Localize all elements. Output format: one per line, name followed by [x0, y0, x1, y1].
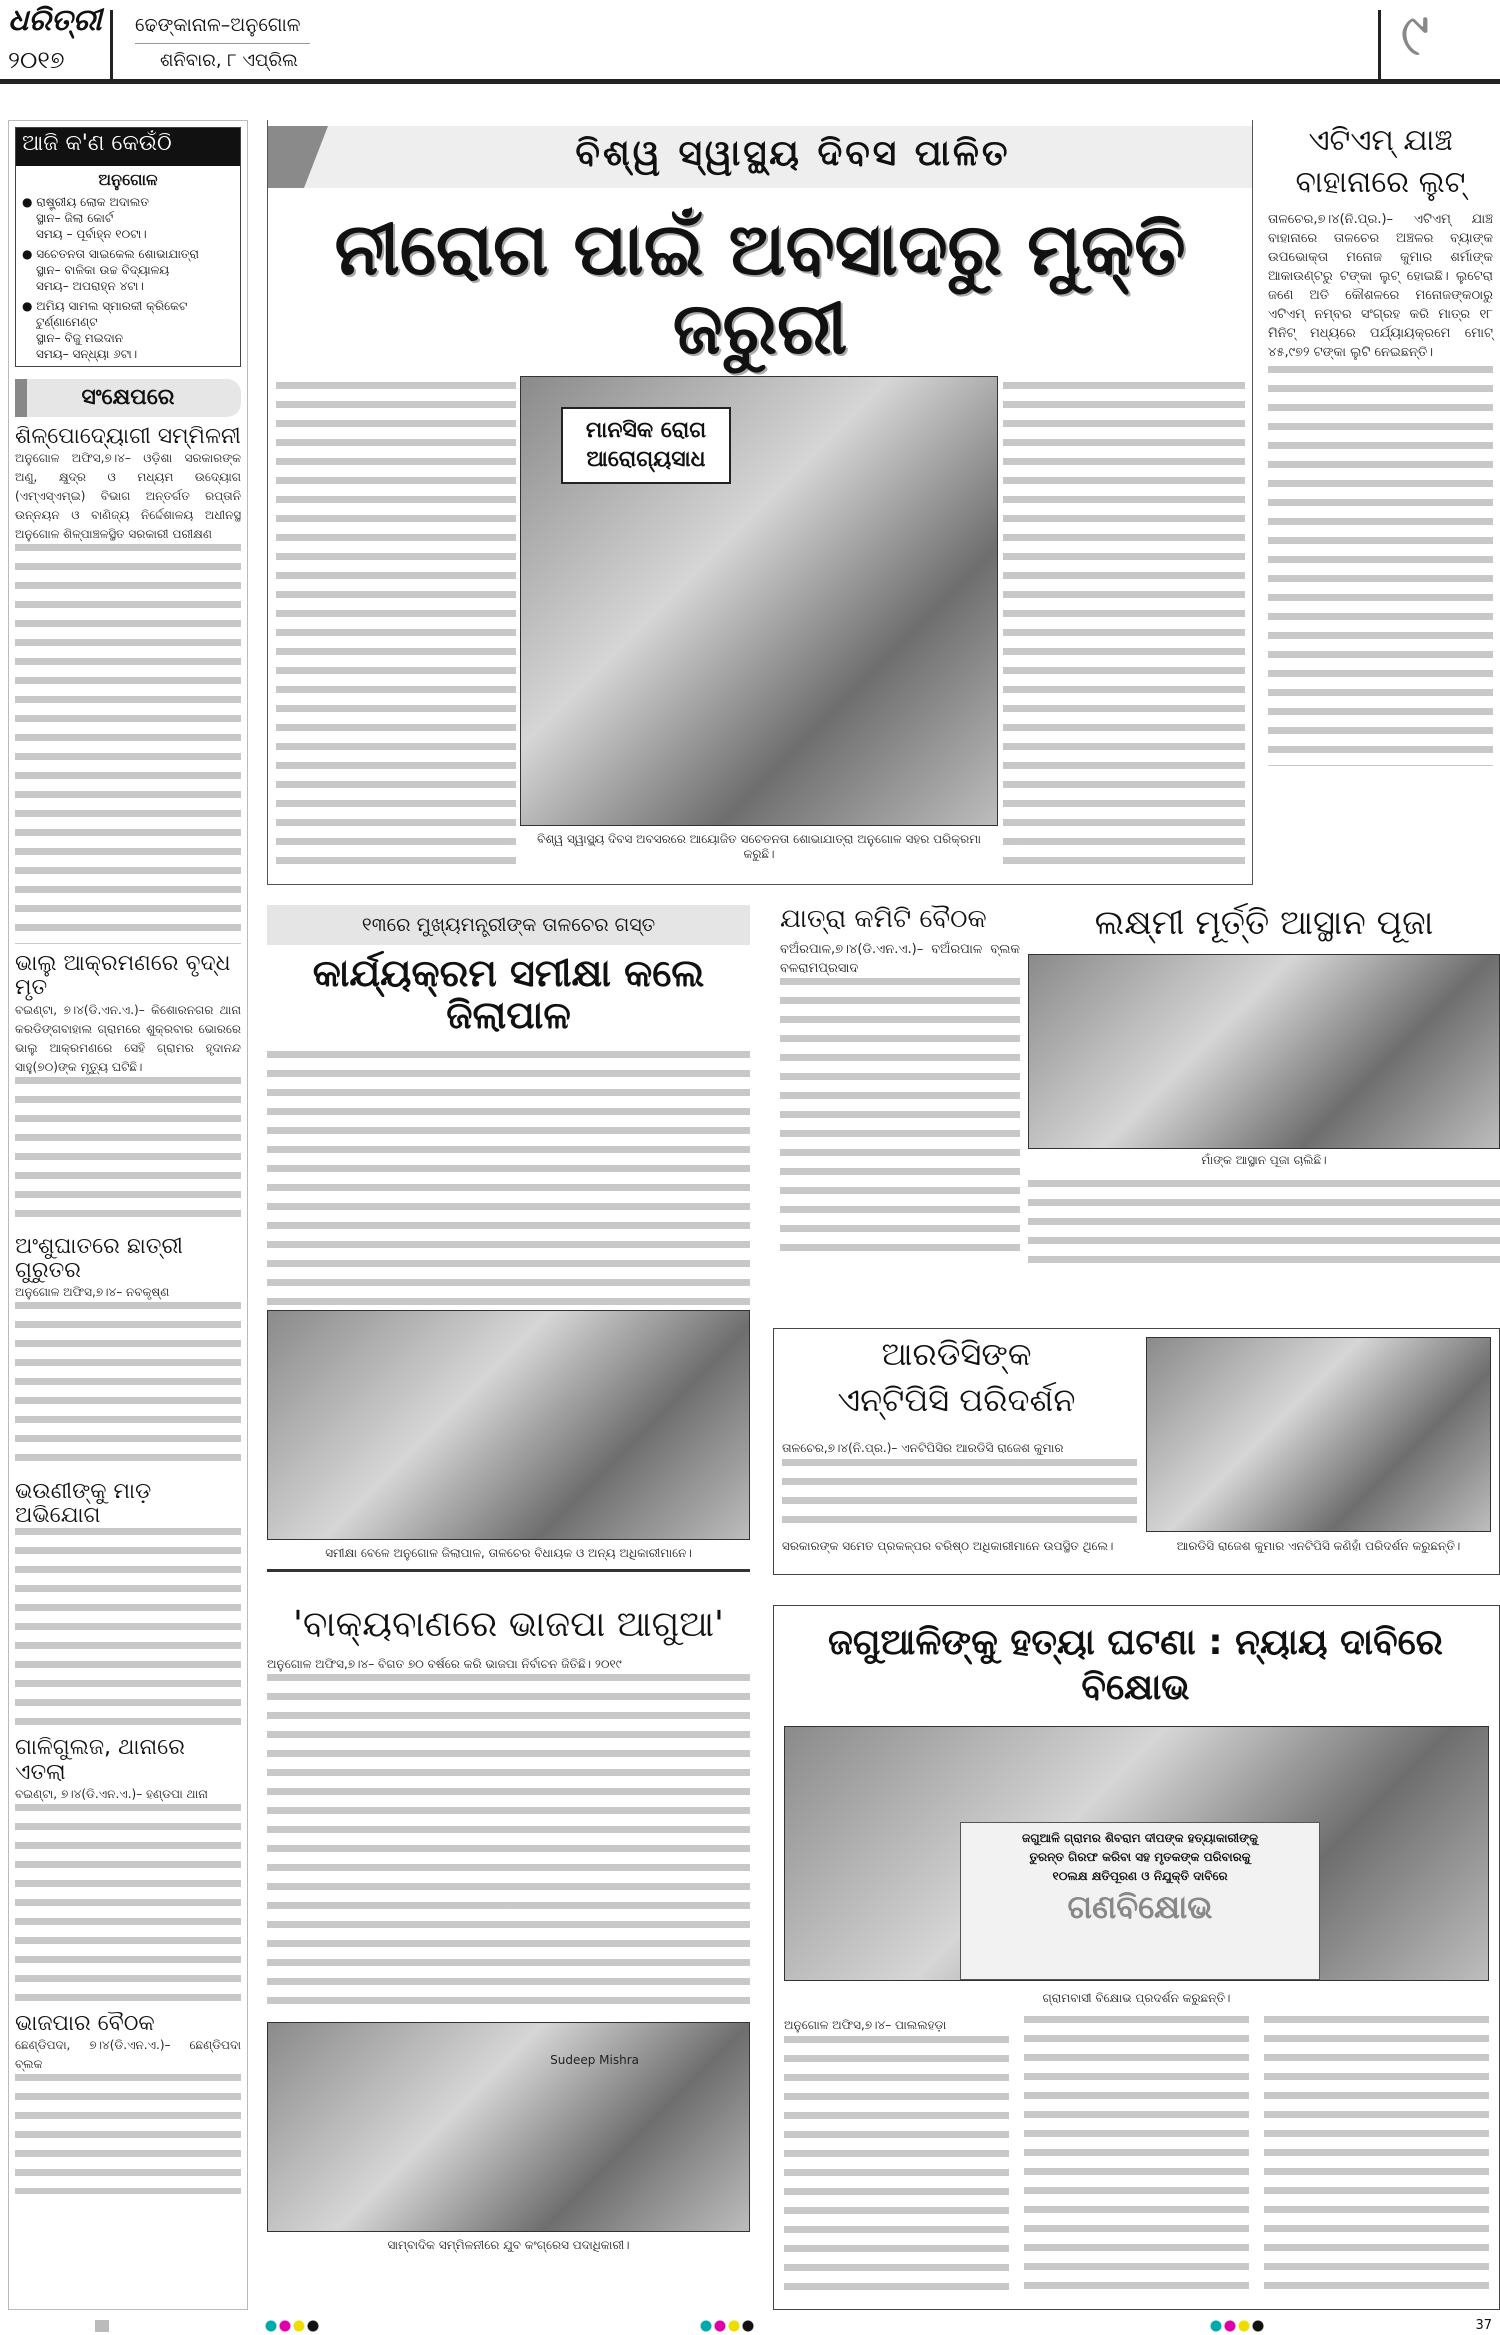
protest-text: ଅନୁଗୋଳ ଅଫିସ,୭।୪– ପାଲଲହଡ଼ା — [784, 2018, 947, 2032]
brief-text-more — [15, 1302, 241, 1472]
protest-banner — [960, 1822, 1320, 1980]
lakshmi-text — [1028, 1180, 1500, 1275]
banner-big: ଗଣବିକ୍ଷୋଭ — [1067, 1888, 1213, 1926]
lead-story — [267, 120, 1253, 885]
brief-headline: ଅଂଶୁଘାତରେ ଛାତ୍ରୀ ଗୁରୁତର — [15, 1233, 183, 1283]
rdc-photo — [1146, 1337, 1491, 1532]
edition-name: ଢେଙ୍କାନାଳ–ଅନୁଗୋଳ — [135, 14, 301, 36]
protest-photo — [784, 1726, 1489, 1981]
masthead-rule — [0, 79, 1500, 84]
event-item — [22, 194, 234, 242]
atm-text: ତାଳଚେର,୭।୪(ନି.ପ୍ର.)– ଏଟିଏମ୍ ଯାଞ୍ଚ ବାହାନାରେ ତାଳଚେର ଅଞ୍ଚଳର ବ୍ୟାଙ୍କ ଉପଭୋକ୍ତା ମନୋଜ କୁମାର ଶର୍ମାଙ୍କ ଆକାଉଣ୍ଟରୁ ଟଙ୍କା ଲୁଟ୍ ହୋଇଛି। ଲୁଟେରା ଜଣେ ଅତି କୌଶଳରେ ମନୋଜଙ୍କଠାରୁ ଏଟିଏମ୍ ନମ୍ବର ସଂଗ୍ରହ କରି ମାତ୍ର ୧୮ ମିନିଟ୍ ମଧ୍ୟରେ ପର୍ଯ୍ୟାୟକ୍ରମେ ମୋଟ୍ ୪୫,୯୭୨ ଟଙ୍କା ଲୁଟି ନେଇଛନ୍ତି। — [1268, 212, 1493, 360]
rdc-story — [773, 1328, 1500, 1575]
banner-line-3: ୧୦ଲକ୍ଷ କ୍ଷତିପୂରଣ ଓ ନିଯୁକ୍ତି ଦାବିରେ — [1052, 1869, 1228, 1883]
folio: 37 — [1475, 2318, 1492, 2333]
collector-story — [267, 905, 750, 1565]
footer-registration — [0, 2318, 1500, 2335]
brief-item — [15, 425, 241, 944]
masthead-year: ୨୦୧୭ — [8, 46, 65, 74]
brief-headline: ଗାଳିଗୁଲଜ, ଥାନାରେ ଏତଲା — [15, 1735, 185, 1785]
collector-headline: କାର୍ଯ୍ୟକ୍ରମ ସମୀକ୍ଷା କଲେ ଜିଲାପାଳ — [312, 951, 705, 1037]
bjp-text-more — [267, 1674, 750, 2014]
events-place: ଅନୁଗୋଳ — [98, 170, 158, 189]
protest-story — [773, 1605, 1500, 2310]
masthead — [0, 0, 1500, 84]
banner-line-2: ତୁରନ୍ତ ଗିରଫ କରିବା ସହ ମୃତକଙ୍କ ପରିବାରକୁ — [1029, 1850, 1251, 1864]
masthead-logo: ଧରିତ୍ରୀ — [8, 3, 102, 38]
date-divider — [135, 43, 310, 44]
protest-text-col-3 — [1264, 2016, 1489, 2301]
event-venue: ସ୍ଥାନ– ବିଜୁ ମଇଦାନ — [36, 331, 123, 345]
event-venue: ସ୍ଥାନ– ବାଳିକା ଉଚ୍ଚ ବିଦ୍ୟାଳୟ — [36, 263, 170, 277]
brief-text-more — [15, 1804, 241, 2004]
event-time: ସମୟ – ପୂର୍ବାହ୍ନ ୧୦ଟା। — [36, 227, 147, 241]
event-name: ● ରାଷ୍ଟ୍ରୀୟ ଲୋକ ଅଦାଲତ — [22, 195, 149, 209]
atm-headline: ଏଟିଏମ୍ ଯାଞ୍ଚ ବାହାନାରେ ଲୁଟ୍ — [1295, 123, 1466, 200]
kicker-accent — [268, 126, 328, 188]
jatra-headline: ଯାତ୍ରା କମିଟି ବୈଠକ — [780, 904, 987, 934]
rdc-text-end: ସରକାରଙ୍କ ସମେତ ପ୍ରକଳ୍ପର ବରିଷ୍ଠ ଅଧିକାରୀମାନେ ଉପସ୍ଥିତ ଥିଲେ। — [782, 1539, 1114, 1553]
protest-headline: ଜଗୁଆଳିଙ୍କୁ ହତ୍ୟା ଘଟଣା : ନ୍ୟାୟ ଦାବିରେ ବିକ୍ଷୋଭ — [828, 1622, 1443, 1708]
brief-item — [15, 1480, 241, 1728]
events-list — [16, 194, 240, 362]
jatra-text-more — [780, 978, 1020, 1258]
brief-text: ଅନୁଗୋଳ ଅଫିସ,୭।୪– ଓଡ଼ିଶା ସରକାରଙ୍କ ଅଣୁ, କ୍ଷୁଦ୍ର ଓ ମଧ୍ୟମ ଉଦ୍ୟୋଗ (ଏମ୍‌ଏସ୍‌ଏମ୍‌ଇ) ବିଭାଗ ଅନ୍ତର୍ଗତ ରପ୍ତାନି ଉନ୍ନୟନ ଓ ବାଣିଜ୍ୟ ନିର୍ଦ୍ଦେଶାଳୟ ଅଧୀନସ୍ଥ ଅନୁଗୋଳ ଶିଳ୍ପାଞ୍ଚଳସ୍ଥିତ ସରକାରୀ ପରୀକ୍ଷଣ — [15, 451, 241, 542]
rdc-caption: ଆରଡିସି ରାଜେଶ କୁମାର ଏନଟିପିସି କଣିହାଁ ପରିଦର୍ଶନ କରୁଛନ୍ତି। — [1176, 1539, 1461, 1553]
rdc-text-more — [782, 1459, 1137, 1529]
bjp-photo — [267, 2022, 750, 2232]
lead-text-col-3 — [1003, 382, 1245, 872]
brief-text-more — [15, 1528, 241, 1728]
atm-story — [1268, 120, 1493, 885]
brief-banner: ସଂକ୍ଷେପରେ — [15, 379, 241, 417]
brief-text-more — [15, 544, 241, 944]
brief-text: ବଇଣ୍ଟା, ୭।୪(ଡି.ଏନ.ଏ.)– କିଶୋରନଗର ଥାନା କରଡିଙ୍ଗବାହାଲ ଗ୍ରାମରେ ଶୁକ୍ରବାର ଭୋରରେ ଭାଲୁ ଆକ୍ରମଣରେ ସେହି ଗ୍ରାମର ହୃଦାନନ୍ଦ ସାହୁ(୭୦)ଙ୍କ ମୃତ୍ୟୁ ଘଟିଛି। — [15, 1002, 241, 1074]
events-title: ଆଜି କ'ଣ କେଉଁଠି — [16, 128, 240, 166]
color-marks — [1210, 2320, 1270, 2332]
bjp-headline: 'ବାକ୍ୟବାଣରେ ଭାଜପା ଆଗୁଆ' — [293, 1604, 724, 1645]
divider — [267, 1569, 750, 1572]
event-time: ସମୟ– ଅପରାହ୍ନ ୪ଟା। — [36, 279, 144, 293]
jatra-story — [780, 905, 1020, 1295]
protest-text-col-1 — [784, 2036, 1009, 2301]
lead-headline: ନୀରୋଗ ପାଇଁ ଅବସାଦରୁ ମୁକ୍ତି ଜରୁରୀ — [334, 207, 1186, 371]
brief-item — [15, 1736, 241, 2003]
event-item — [22, 298, 234, 362]
color-marks — [265, 2320, 325, 2332]
protest-text-col-2 — [1024, 2016, 1249, 2301]
lead-kicker-band — [268, 126, 1252, 188]
banner-line-1: ଜଗୁଆଳି ଗ୍ରାମର ଶିବରାମ ଦୀପଙ୍କ ହତ୍ୟାକାରୀଙ୍କୁ — [1022, 1831, 1258, 1845]
brief-text: ବଇଣ୍ଟା, ୭।୪(ଡି.ଏନ.ଏ.)– ହଣ୍ଡପା ଥାନା — [15, 1786, 208, 1801]
right-divider — [1378, 10, 1381, 82]
brief-headline: ଶିଳ୍ପୋଦ୍ୟୋଗୀ ସମ୍ମିଳନୀ — [15, 424, 241, 449]
collector-text — [267, 1051, 750, 1306]
brief-text-more — [15, 1077, 241, 1227]
lakshmi-headline: ଲକ୍ଷ୍ମୀ ମୂର୍ତ୍ତି ଆସ୍ଥାନ ପୂଜା — [1094, 903, 1434, 943]
brief-item — [15, 952, 241, 1226]
brief-text-more — [15, 2074, 241, 2194]
lakshmi-caption: ମାଁଙ୍କ ଆସ୍ଥାନ ପୂଜା ଚାଲିଛି। — [1201, 1153, 1327, 1168]
event-venue: ସ୍ଥାନ– ଜିଲା କୋର୍ଟ — [36, 211, 114, 225]
collector-caption: ସମୀକ୍ଷା ବେଳେ ଅନୁଗୋଳ ଜିଲାପାଳ, ତାଳଚେର ବିଧାୟକ ଓ ଅନ୍ୟ ଅଧିକାରୀମାନେ। — [325, 1545, 692, 1560]
lead-photo-caption: ବିଶ୍ୱ ସ୍ୱାସ୍ଥ୍ୟ ଦିବସ ଅବସରରେ ଆୟୋଜିତ ସଚେତନତା ଶୋଭାଯାତ୍ରା ଅନୁଗୋଳ ସହର ପରିକ୍ରମା କରୁଛି। — [537, 832, 981, 861]
jatra-text: ବଅଁରପାଳ,୭।୪(ଡି.ଏନ.ଏ.)– ବଅଁରପାଳ ବ୍ଲକ ବଳରାମପ୍ରସାଦ — [780, 941, 1020, 976]
event-name: ● ସଚେତନତା ସାଇକେଲ ଶୋଭାଯାତ୍ରା — [22, 247, 199, 261]
masthead-divider — [110, 10, 113, 82]
lead-photo — [520, 376, 998, 826]
collector-photo — [267, 1310, 750, 1540]
brief-item — [15, 2012, 241, 2194]
placard: ମାନସିକ ରୋଗ ଆରୋଗ୍ୟସାଧ — [561, 407, 731, 484]
rdc-text: ତାଳଚେର,୭।୪(ନି.ପ୍ର.)– ଏନଟିପିସିର ଆରଡିସି ରାଜେଶ କୁମାର — [782, 1441, 1064, 1455]
event-name: ● ଅମିୟ ସାମଲ ସ୍ମାରକୀ କ୍ରିକେଟ ଟୁର୍ଣ୍ଣାମେଣ୍ଟ — [22, 299, 188, 329]
brief-headline: ଭାଲୁ ଆକ୍ରମଣରେ ବୃଦ୍ଧ ମୃତ — [15, 951, 231, 1001]
bjp-text: ଅନୁଗୋଳ ଅଫିସ,୭।୪– ବିଗତ ୭୦ ବର୍ଷରେ କରି ଭାଜପା ନିର୍ବାଚନ ଜିତିଛି। ୨୦୧୯ — [267, 1656, 622, 1671]
rdc-headline-2: ଏନ୍‌ଟିପିସି ପରିଦର୍ଶନ — [837, 1381, 1076, 1419]
event-item — [22, 246, 234, 294]
lakshmi-photo — [1028, 954, 1500, 1149]
atm-text-more — [1268, 366, 1493, 766]
issue-date: ଶନିବାର, ୮ ଏପ୍ରିଲ — [160, 50, 298, 71]
brief-headline: ଭଉଣୀଙ୍କୁ ମାଡ଼ ଅଭିଯୋଗ — [15, 1478, 152, 1529]
color-marks — [700, 2320, 760, 2332]
brief-headline: ଭାଜପାର ବୈଠକ — [15, 2010, 155, 2036]
brief-list — [15, 425, 241, 2194]
photo-banner-name: Sudeep Mishra — [550, 2052, 639, 2067]
page-number: ୯ — [1400, 0, 1430, 70]
protest-caption: ଗ୍ରାମବାସୀ ବିକ୍ଷୋଭ ପ୍ରଦର୍ଶନ କରୁଛନ୍ତି। — [1042, 1991, 1231, 2005]
left-column — [8, 120, 248, 2310]
lakshmi-story — [1028, 905, 1500, 1295]
brief-text: ଛେଣ୍ଡିପଦା, ୭।୪(ଡି.ଏନ.ଏ.)– ଛେଣ୍ଡିପଦା ବ୍ଲକ — [15, 2037, 241, 2071]
rdc-headline-1: ଆରଡିସିଙ୍କ — [881, 1335, 1032, 1373]
brief-text: ଅନୁଗୋଳ ଅଫିସ,୭।୪– ନବକୃଷ୍ଣ — [15, 1284, 170, 1299]
bjp-story — [267, 1605, 750, 2310]
events-box — [15, 127, 241, 367]
lead-kicker: ବିଶ୍ୱ ସ୍ୱାସ୍ଥ୍ୟ ଦିବସ ପାଳିତ — [575, 133, 1011, 174]
bjp-caption: ସାମ୍ବାଦିକ ସମ୍ମିଳନୀରେ ଯୁବ କଂଗ୍ରେସ ପଦାଧିକାରୀ। — [387, 2237, 630, 2252]
reg-square — [95, 2320, 109, 2332]
collector-kicker: ୧୩ରେ ମୁଖ୍ୟମନ୍ତ୍ରୀଙ୍କ ତାଳଚେର ଗସ୍ତ — [267, 905, 750, 945]
event-time: ସମୟ– ସନ୍ଧ୍ୟା ୬ଟା। — [36, 347, 138, 361]
brief-item — [15, 1235, 241, 1472]
lead-text-col-1 — [276, 382, 516, 872]
